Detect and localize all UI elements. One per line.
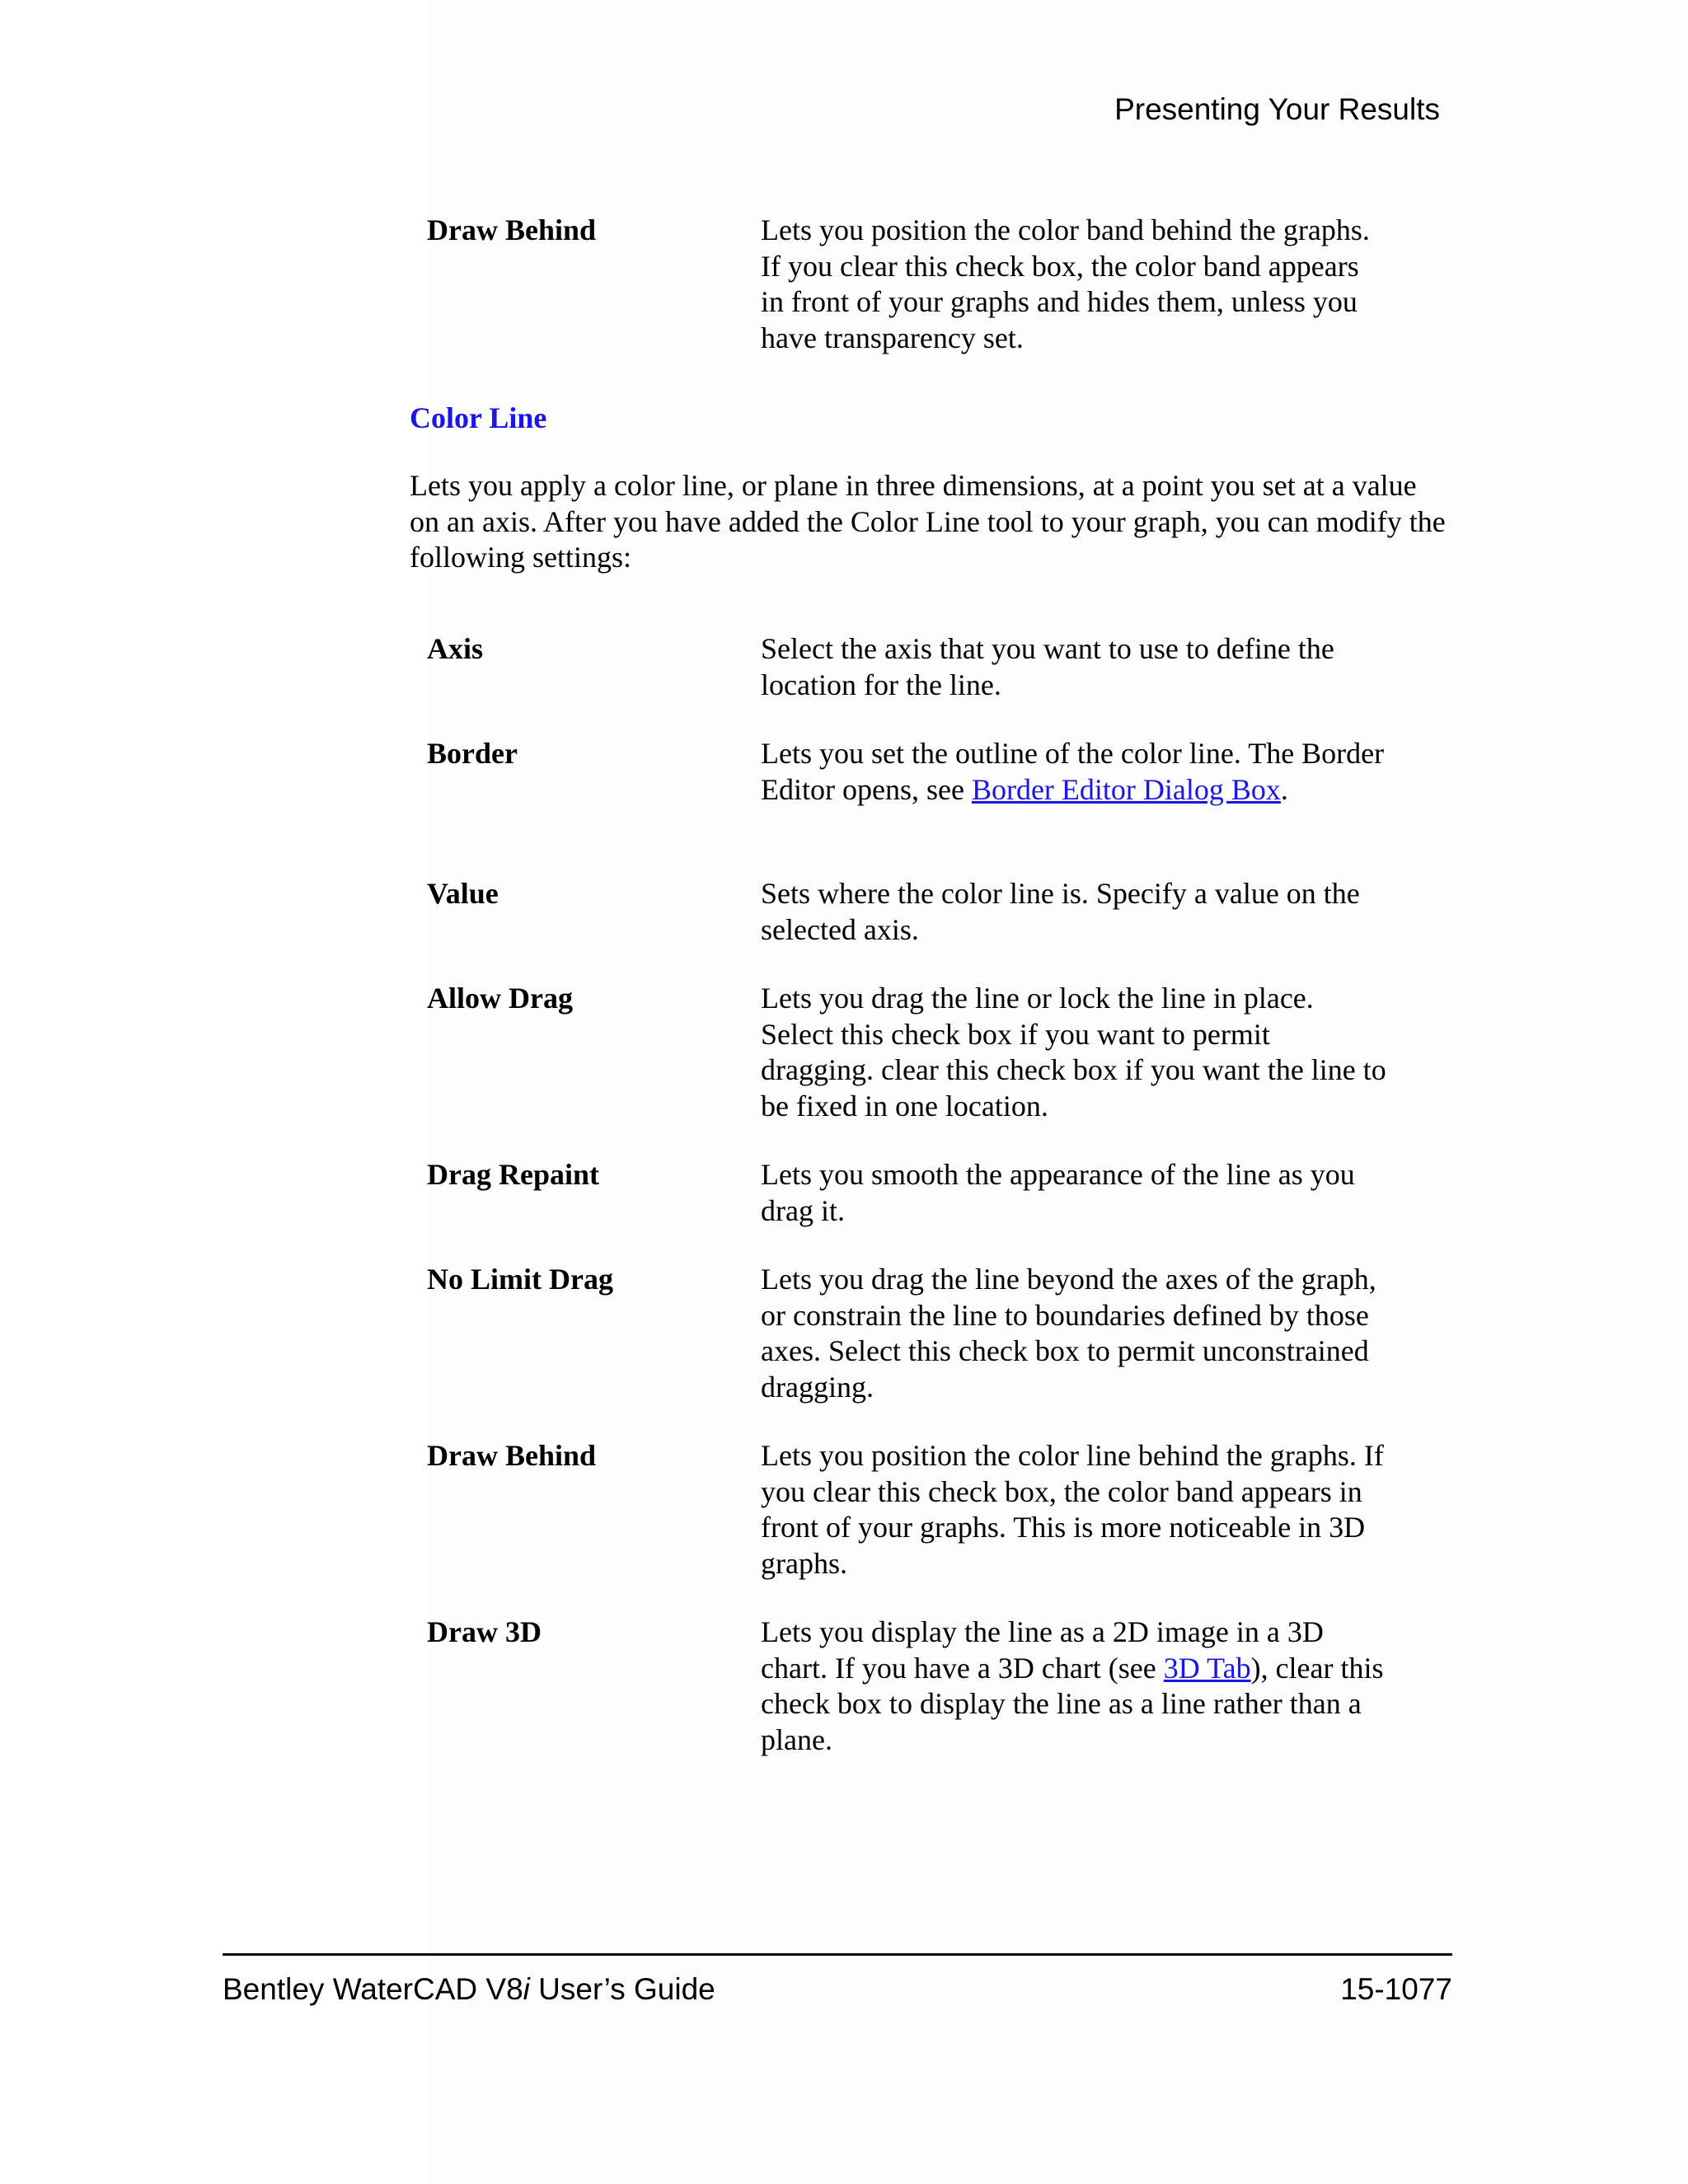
3d-tab-link[interactable]: 3D Tab	[1163, 1651, 1251, 1685]
term-description: Select the axis that you want to use to define the location for the line.	[761, 632, 1334, 701]
section-intro-paragraph: Lets you apply a color line, or plane in three dimensions, at a point you set at a value on an axis. After you have added the Color Line tool to your graph, you can modify the following settings:	[410, 469, 1446, 574]
description-text: Lets you set the outline of the color line. The Border Editor opens, see	[761, 737, 1385, 806]
running-header: Presenting Your Results	[1114, 92, 1440, 126]
term-description: Lets you drag the line beyond the axes of the graph, or constrain the line to boundaries defined by those axes. Select this check box to permit unconstrained dragging.	[761, 1263, 1376, 1404]
term-description: Lets you position the color band behind the graphs. If you clear this check box, the color band appears in front of your graphs and hides them, unless you have transparency set.	[761, 213, 1370, 354]
term-label: Axis	[427, 632, 484, 665]
footer-guide-title	[223, 1972, 715, 2007]
border-editor-dialog-box-link[interactable]: Border Editor Dialog Box	[971, 772, 1281, 806]
guide-title-prefix: Bentley WaterCAD V8	[223, 1972, 523, 2006]
term-label: No Limit Drag	[427, 1263, 613, 1296]
term-description: Lets you position the color line behind the graphs. If you clear this check box, the color band appears in front of your graphs. This is more noticeable in 3D graphs.	[761, 1439, 1384, 1580]
term-label: Drag Repaint	[427, 1158, 599, 1191]
term-label: Draw 3D	[427, 1615, 542, 1648]
footer-page-number: 15-1077	[1340, 1972, 1452, 2006]
guide-title-suffix: User’s Guide	[529, 1972, 715, 2006]
term-label: Draw Behind	[427, 213, 597, 246]
term-description	[761, 736, 1387, 808]
description-text: Lets you display the line as a 2D image in a 3D chart. If you have a 3D chart (see	[761, 1615, 1324, 1685]
term-description	[761, 1615, 1387, 1758]
term-description: Lets you smooth the appearance of the line as you drag it.	[761, 1158, 1355, 1227]
term-label: Value	[427, 877, 499, 910]
term-label: Border	[427, 737, 518, 770]
term-label: Draw Behind	[427, 1439, 597, 1472]
term-description: Sets where the color line is. Specify a value on the selected axis.	[761, 877, 1360, 946]
section-heading-color-line: Color Line	[410, 401, 547, 434]
footer-divider	[223, 1953, 1452, 1956]
description-text: .	[1280, 772, 1288, 806]
term-label: Allow Drag	[427, 982, 573, 1015]
description-text: ), clear this check box to display the line as a line rather than a plane.	[761, 1651, 1384, 1756]
term-description: Lets you drag the line or lock the line in place. Select this check box if you want to permit dragging. clear this check box if you want the line to be fixed in one location.	[761, 982, 1386, 1122]
guide-title-italic: i	[523, 1972, 530, 2006]
